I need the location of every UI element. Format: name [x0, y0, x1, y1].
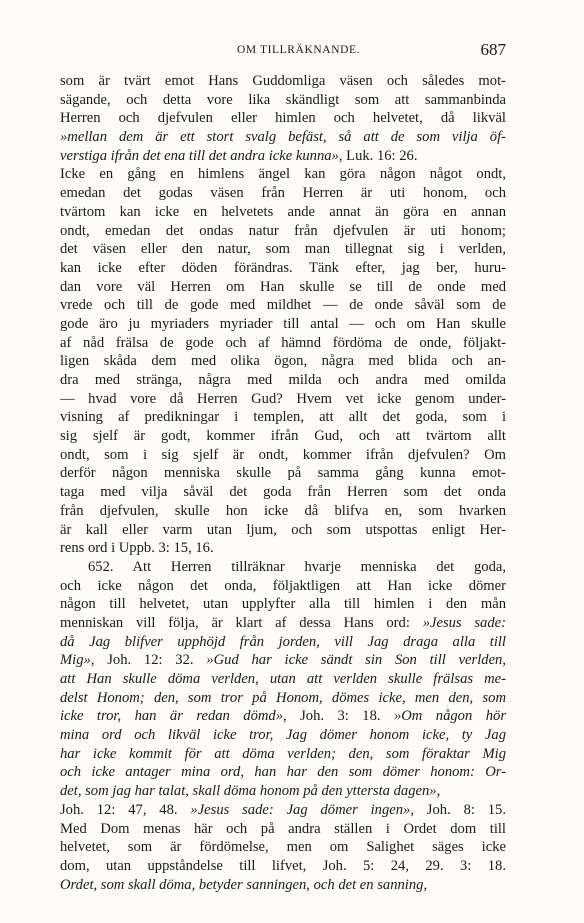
text-line — [60, 876, 506, 895]
text-line — [60, 577, 506, 596]
text-line — [60, 147, 506, 166]
text-line — [60, 707, 506, 726]
text-segment: — hvad vore då Herren Gud? Hvem vet icke genom under- — [60, 390, 506, 407]
text-segment: sägande, och detta vore lika skändligt som att sammanbinda — [60, 91, 506, 108]
text-line — [60, 521, 506, 540]
text-line — [60, 240, 506, 259]
text-segment: är kall eller varm utan ljum, och som utspottas enligt Her- — [60, 521, 506, 538]
text-line — [60, 614, 506, 633]
text-line — [60, 857, 506, 876]
body-text — [60, 72, 506, 894]
text-segment: och icke någon det onda, följaktligen att Han icke dömer — [60, 577, 506, 594]
text-line — [60, 427, 506, 446]
text-line — [60, 763, 506, 782]
italic-segment: »mellan dem är ett stort svalg befäst, så att de som vilja öf- — [60, 129, 506, 146]
text-line — [60, 203, 506, 222]
italic-segment: delst Honom; den, som tror på Honom, dömes icke, men den, som — [60, 689, 506, 706]
text-line — [60, 558, 506, 577]
text-segment: emedan det godas väsen från Herren är uti honom, och — [60, 185, 506, 202]
text-line — [60, 72, 506, 91]
text-segment: , Joh. 8: 15. — [410, 801, 506, 818]
text-line — [60, 296, 506, 315]
text-line — [60, 651, 506, 670]
text-line — [60, 165, 506, 184]
text-segment: af nåd frälsa de gode och af hämnd fördöma de onde, följakt- — [60, 334, 506, 351]
text-segment: Joh. 12: 47, 48. — [60, 801, 191, 818]
text-segment: Icke en gång en himlens ängel kan göra någon något ondt, — [60, 166, 506, 183]
text-line — [60, 745, 506, 764]
text-segment: som är tvärt emot Hans Guddomliga väsen och således mot- — [60, 73, 506, 89]
text-segment: det väsen eller den natur, som man tillegnat sig i verlden, — [60, 241, 506, 258]
text-segment: Herren och djefvulen eller himlen och helvetet, då likväl — [60, 110, 506, 127]
italic-segment: »Jesus sade: Jag dömer ingen» — [190, 801, 411, 818]
text-line — [60, 502, 506, 521]
text-segment: , Luk. 16: 26. — [338, 147, 418, 164]
text-line — [60, 689, 506, 708]
text-line — [60, 782, 506, 801]
text-segment: , Joh. 12: 32. — [90, 652, 207, 669]
page-number: 687 — [480, 40, 506, 59]
text-line — [60, 726, 506, 745]
italic-segment: »Om någon hör — [393, 708, 506, 725]
text-segment: Med Dom menas här och på andra ställen i Ordet dom till — [60, 820, 506, 837]
text-line — [60, 184, 506, 203]
italic-segment: »Jesus sade: — [422, 614, 506, 631]
text-line — [60, 483, 506, 502]
text-segment: ondt, som i sig sjelf är ondt, kommer ifrån djefvulen? Om — [60, 446, 506, 463]
text-segment: ligen skåda dem med olika ögon, några med blida och an- — [60, 353, 506, 370]
text-segment: dan vore väl Herren om Han skulle se till de onde med — [60, 278, 506, 295]
text-segment: taga med vilja såväl det goda från Herren som det onda — [60, 484, 506, 501]
italic-segment: »Gud har icke sändt sin Son till verlden, — [206, 652, 506, 669]
text-line — [60, 820, 506, 839]
text-line — [60, 259, 506, 278]
text-line — [60, 838, 506, 857]
text-segment: menniskan vill följa, är klart af dessa Hans ord: — [60, 614, 423, 631]
text-segment: gode äro ju myriaders myriader till antal — och om Han skulle — [60, 315, 506, 332]
text-line — [60, 390, 506, 409]
text-line — [60, 464, 506, 483]
italic-segment: det, som jag har talat, skall döma honom på den yttersta dagen» — [60, 783, 437, 800]
running-title: OM TILLRÄKNANDE. — [237, 44, 361, 56]
text-line — [60, 371, 506, 390]
text-segment: derför någon menniska skulle på samma gång kunna emot- — [60, 465, 506, 482]
text-line — [60, 408, 506, 427]
text-line — [60, 446, 506, 465]
text-line — [60, 222, 506, 241]
text-line — [60, 109, 506, 128]
text-segment: rens ord i Uppb. 3: 15, 16. — [60, 540, 214, 557]
italic-segment: Ordet, som skall döma, betyder sanningen, och det en sanning, — [60, 876, 428, 893]
italic-segment: har icke kommit för att döma verlden; den, som föraktar Mig — [60, 745, 506, 762]
text-segment: någon till helvetet, utan upplyfter alla till himlen i den mån — [60, 596, 506, 613]
italic-segment: verstiga ifrån det ena till det andra icke kunna» — [60, 147, 339, 164]
text-line — [60, 315, 506, 334]
text-segment: , Joh. 3: 18. — [283, 708, 394, 725]
text-line — [60, 633, 506, 652]
italic-segment: Mig» — [60, 652, 91, 669]
italic-segment: då Jag blifver upphöjd från jorden, vill Jag draga alla till — [60, 633, 506, 650]
page-header — [60, 40, 506, 64]
italic-segment: icke tror, han är redan dömd» — [60, 708, 284, 725]
text-segment: tvärtom kan icke en helvetets ande annat än göra en annan — [60, 203, 506, 220]
italic-segment: och icke antager mina ord, han har den som dömer honom: Or- — [60, 764, 506, 781]
text-line — [60, 801, 506, 820]
text-segment: visning af predikningar i templen, att allt det goda, som i — [60, 409, 506, 426]
text-line — [60, 278, 506, 297]
text-segment: 652. Att Herren tillräknar hvarje menniska det goda, — [88, 558, 506, 575]
text-line — [60, 91, 506, 110]
text-line — [60, 539, 506, 558]
text-segment: helvetet, som är fördömelse, men om Salighet säges icke — [60, 839, 506, 856]
text-segment: , — [436, 783, 441, 800]
text-line — [60, 128, 506, 147]
text-segment: dom, utan uppståndelse till lifvet, Joh. 5: 24, 29. 3: 18. — [60, 857, 506, 874]
text-segment: från djefvulen, skulle hon icke då blifva en, som hvarken — [60, 502, 506, 519]
text-line — [60, 670, 506, 689]
text-line — [60, 595, 506, 614]
italic-segment: mina ord och likväl icke tror, Jag dömer honom icke, ty Jag — [60, 727, 506, 744]
text-segment: dra med stränga, några med milda och andra med omilda — [60, 372, 506, 388]
text-segment: vrede och till de gode med mildhet — de onde såväl som de — [60, 297, 506, 314]
italic-segment: att Han skulle döma verlden, utan att verlden skulle frälsas me- — [60, 671, 506, 687]
text-line — [60, 352, 506, 371]
text-segment: ondt, emedan det ondas natur från djefvulen är uti honom; — [60, 222, 506, 239]
text-segment: sig sjelf är godt, kommer ifrån Gud, och att tvärtom allt — [60, 428, 506, 445]
text-line — [60, 334, 506, 353]
text-segment: kan icke efter döden förändras. Tänk efter, jag ber, huru- — [60, 259, 506, 276]
